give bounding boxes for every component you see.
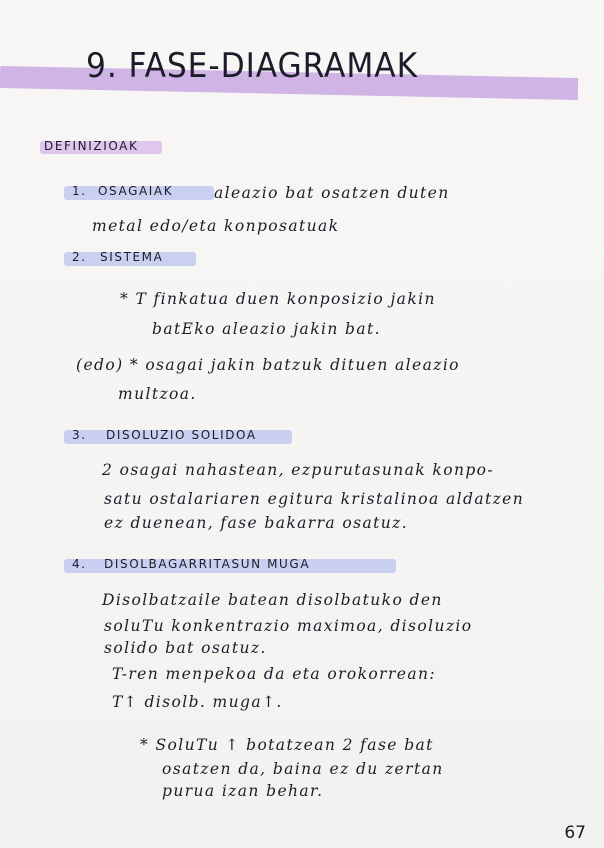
page-number: 67	[564, 823, 586, 843]
section-3-line-2: satu ostalariaren egitura kristalinoa aldatzen	[104, 490, 525, 508]
section-1-number: 1.	[72, 184, 87, 198]
section-4-line-2: soluTu konkentrazio maximoa, disoluzio	[104, 617, 473, 635]
section-3-line-3: ez duenean, fase bakarra osatuz.	[104, 514, 409, 532]
section-1-line-2: metal edo/eta konposatuak	[92, 217, 340, 235]
section-2-number: 2.	[72, 250, 87, 264]
section-2-line-3: (edo) * osagai jakin batzuk dituen aleazio	[76, 356, 460, 374]
section-1-line-1: aleazio bat osatzen duten	[214, 184, 450, 202]
section-4-line-6: * SoluTu ↑ botatzean 2 fase bat	[140, 736, 434, 754]
section-4-heading: DISOLBAGARRITASUN MUGA	[104, 557, 311, 571]
section-4-line-5: T↑ disolb. muga↑.	[112, 693, 283, 711]
section-3-number: 3.	[72, 428, 87, 442]
section-1-heading: OSAGAIAK	[98, 184, 174, 198]
section-2-line-4: multzoa.	[118, 385, 197, 403]
page-title: 9. FASE-DIAGRAMAK	[86, 46, 419, 86]
section-2-line-2: batEko aleazio jakin bat.	[152, 320, 381, 338]
section-4-line-1: Disolbatzaile batean disolbatuko den	[102, 591, 443, 609]
section-4-number: 4.	[72, 557, 87, 571]
section-2-line-1: * T finkatua duen konposizio jakin	[120, 290, 436, 308]
section-4-line-8: purua izan behar.	[162, 782, 324, 800]
section-3-line-1: 2 osagai nahastean, ezpurutasunak konpo-	[102, 461, 495, 479]
section-4-line-4: T-ren menpekoa da eta orokorrean:	[112, 665, 437, 683]
definitions-header: DEFINIZIOAK	[44, 139, 139, 153]
section-2-heading: SISTEMA	[100, 250, 164, 264]
section-3-heading: DISOLUZIO SOLIDOA	[106, 428, 257, 442]
section-4-line-3: solido bat osatuz.	[104, 639, 267, 657]
section-4-line-7: osatzen da, baina ez du zertan	[162, 760, 444, 778]
